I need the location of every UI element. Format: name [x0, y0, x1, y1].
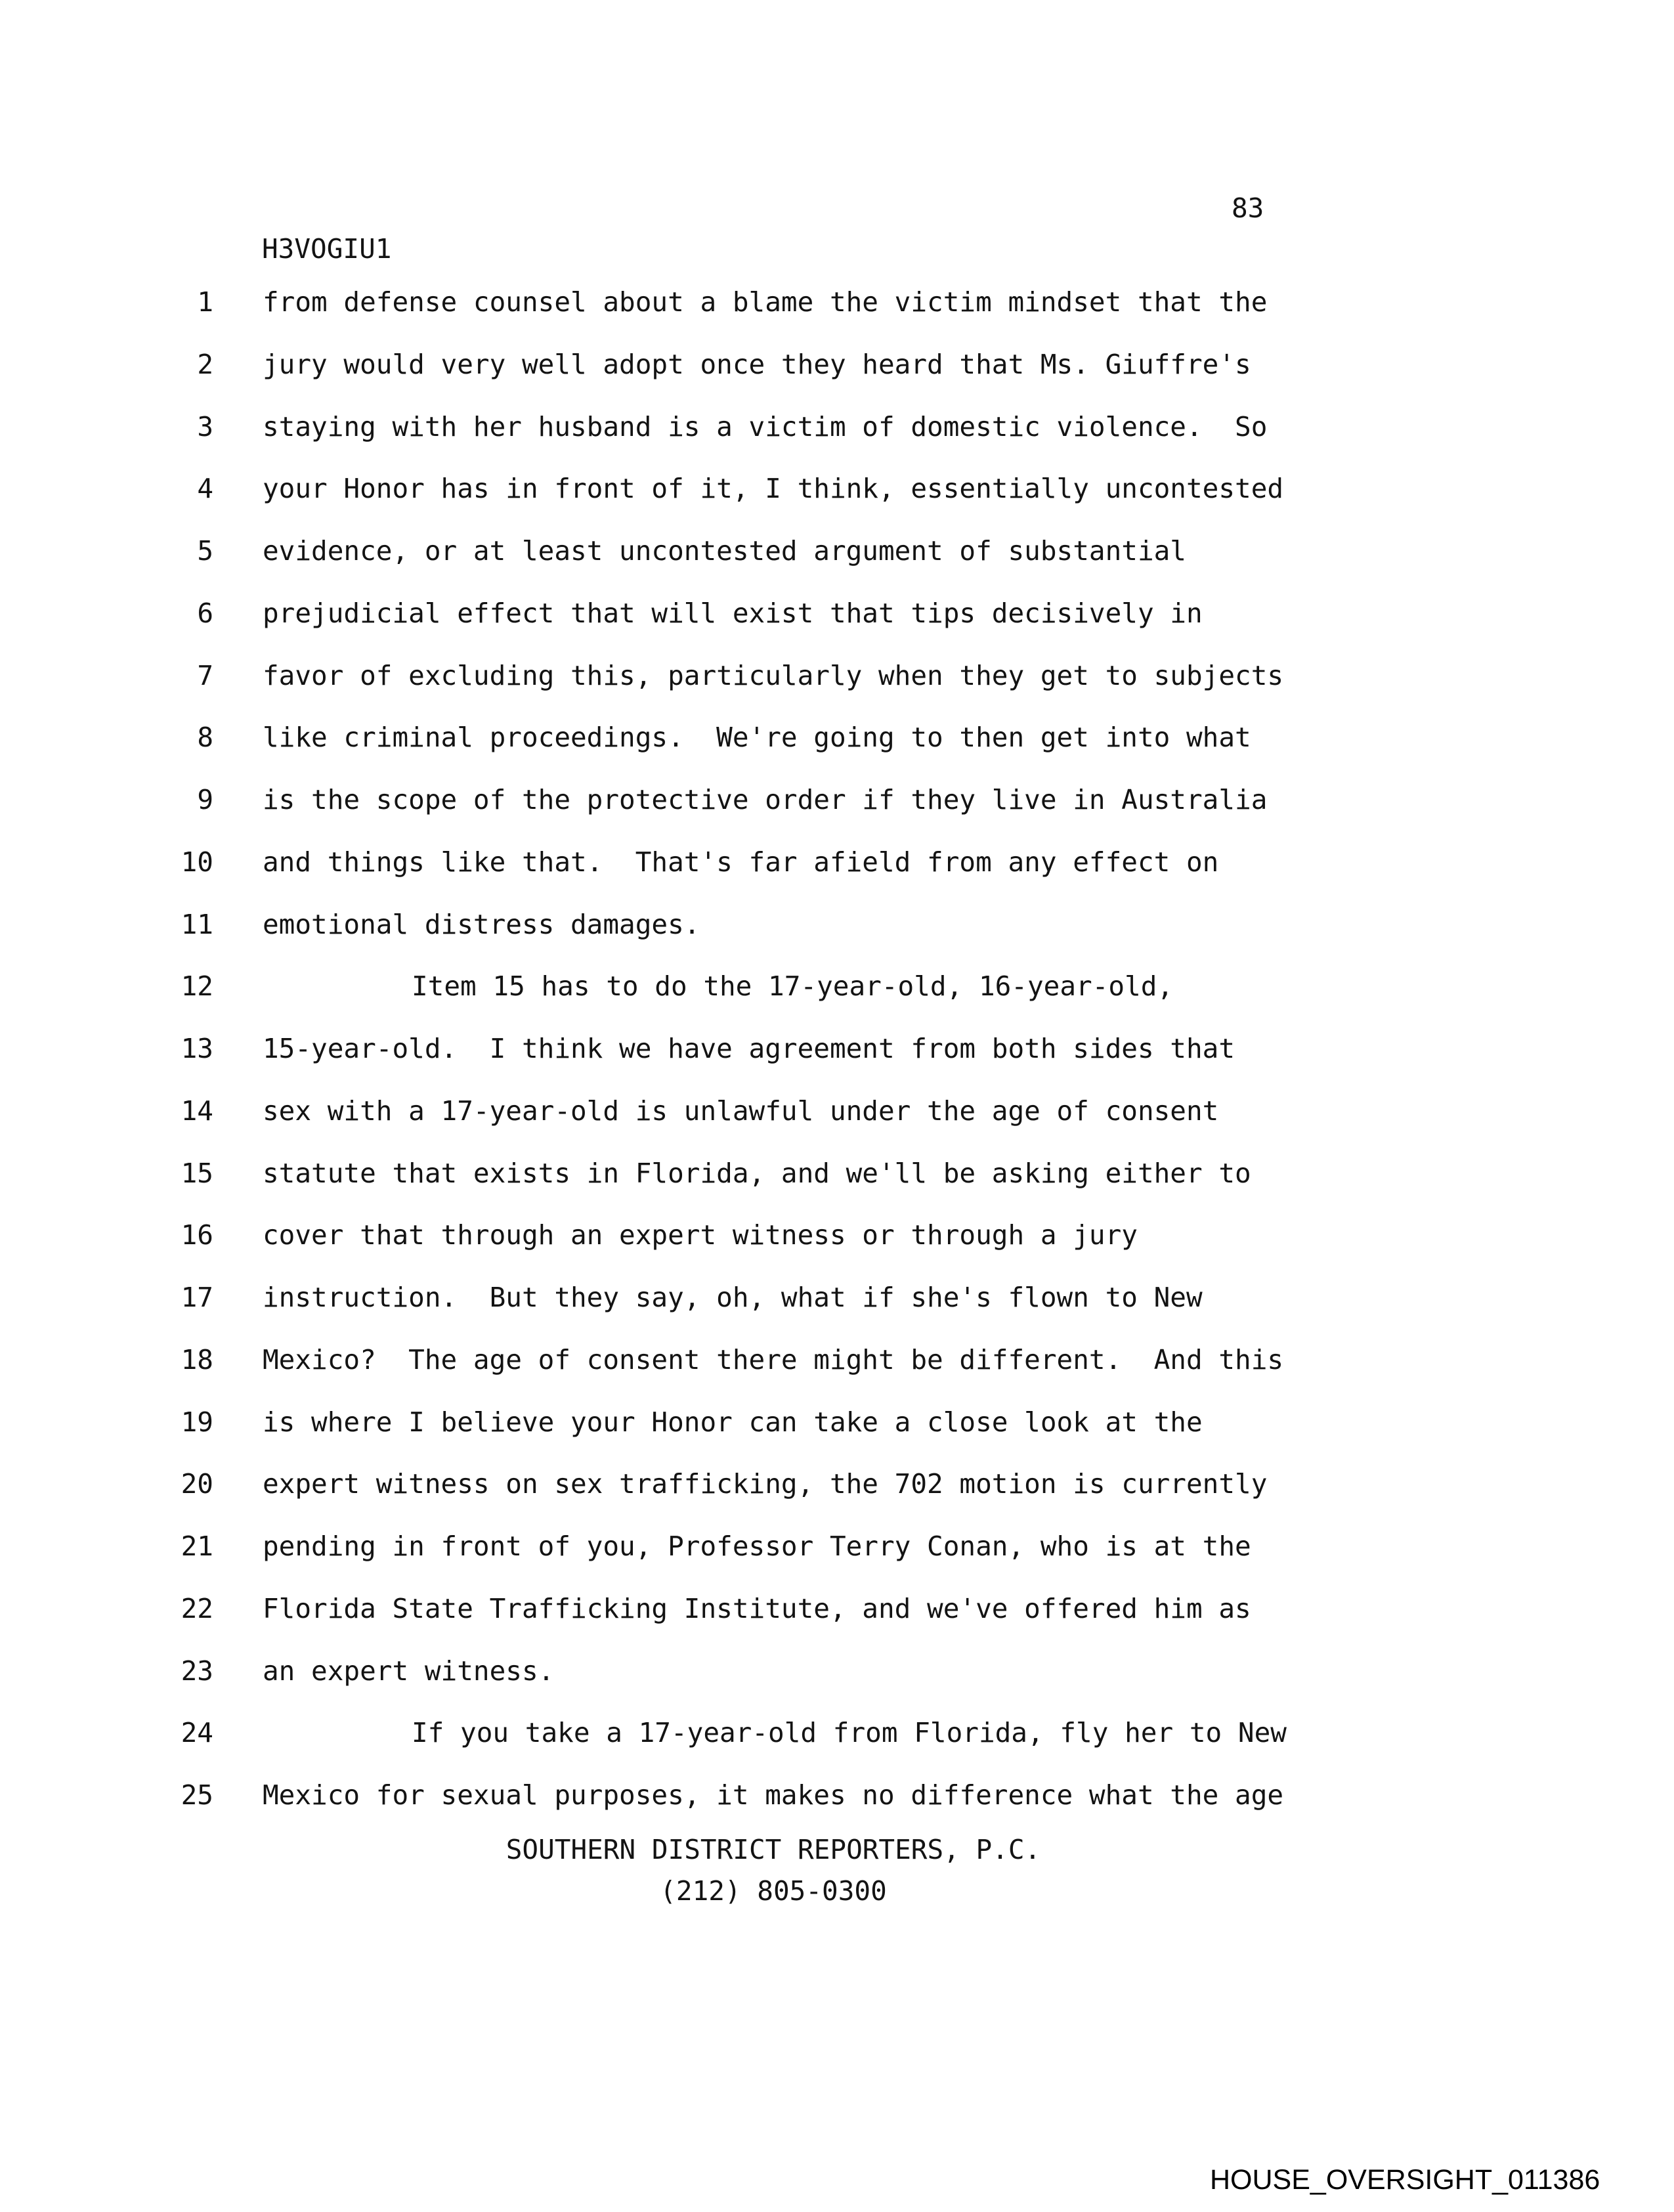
line-text: from defense counsel about a blame the victim mindset that the — [263, 286, 1268, 318]
transcript-line — [0, 1033, 1674, 1064]
line-number: 6 — [197, 597, 213, 629]
line-number: 1 — [197, 286, 213, 318]
line-number: 18 — [181, 1343, 213, 1376]
line-text: expert witness on sex trafficking, the 702 motion is currently — [263, 1468, 1268, 1500]
transcript-line — [0, 286, 1674, 318]
line-number: 24 — [181, 1717, 213, 1749]
transcript-line — [0, 909, 1674, 940]
line-number: 12 — [181, 970, 213, 1003]
line-number: 22 — [181, 1592, 213, 1624]
transcript-line — [0, 535, 1674, 567]
line-text: emotional distress damages. — [263, 908, 700, 940]
transcript-line — [0, 1655, 1674, 1687]
transcript-line — [0, 1406, 1674, 1438]
line-text: 15-year-old. I think we have agreement from both sides that — [263, 1033, 1235, 1064]
line-text: prejudicial effect that will exist that tips decisively in — [263, 597, 1203, 629]
transcript-line — [0, 349, 1674, 380]
line-number: 9 — [197, 784, 213, 815]
line-text: sex with a 17-year-old is unlawful under the age of consent — [263, 1095, 1219, 1127]
line-number: 4 — [197, 473, 213, 505]
page-number: 83 — [1232, 192, 1264, 224]
line-text: is where I believe your Honor can take a close look at the — [263, 1406, 1203, 1438]
transcript-line — [0, 1779, 1674, 1811]
line-number: 7 — [197, 659, 213, 691]
transcript-line — [0, 1219, 1674, 1251]
line-text: like criminal proceedings. We're going to then get into what — [263, 722, 1251, 754]
transcript-line — [0, 722, 1674, 753]
line-number: 8 — [197, 722, 213, 754]
line-number: 2 — [197, 348, 213, 380]
transcript-line — [0, 970, 1674, 1002]
footer-phone: (212) 805-0300 — [660, 1875, 887, 1907]
transcript-line — [0, 1282, 1674, 1313]
line-number: 23 — [181, 1655, 213, 1687]
line-text: and things like that. That's far afield from any effect on — [263, 846, 1219, 878]
line-text: an expert witness. — [263, 1655, 555, 1687]
line-text: Florida State Trafficking Institute, and we've offered him as — [263, 1592, 1251, 1624]
transcript-line — [0, 597, 1674, 629]
line-number: 16 — [181, 1219, 213, 1251]
line-number: 11 — [181, 908, 213, 940]
transcript-line — [0, 1344, 1674, 1376]
bates-stamp: HOUSE_OVERSIGHT_011386 — [1210, 2164, 1600, 2196]
transcript-line — [0, 1158, 1674, 1189]
line-text: statute that exists in Florida, and we'll be asking either to — [263, 1157, 1251, 1189]
line-text: staying with her husband is a victim of domestic violence. So — [263, 410, 1268, 443]
line-text: Mexico? The age of consent there might be different. And this — [263, 1343, 1284, 1376]
transcript-line — [0, 660, 1674, 691]
line-number: 17 — [181, 1282, 213, 1313]
line-number: 3 — [197, 410, 213, 443]
transcript-line — [0, 784, 1674, 815]
transcript-line — [0, 1468, 1674, 1500]
transcript-line — [0, 1530, 1674, 1562]
transcript-line — [0, 1717, 1674, 1748]
line-text: instruction. But they say, oh, what if she's flown to New — [263, 1282, 1203, 1313]
line-text: Item 15 has to do the 17-year-old, 16-year-old, — [412, 970, 1174, 1003]
transcript-line — [0, 1095, 1674, 1127]
transcript-line — [0, 411, 1674, 443]
line-number: 15 — [181, 1157, 213, 1189]
transcript-line — [0, 846, 1674, 878]
transcript-line — [0, 473, 1674, 504]
line-number: 5 — [197, 535, 213, 567]
line-number: 20 — [181, 1468, 213, 1500]
transcript-id: H3VOGIU1 — [262, 233, 392, 265]
transcript-line — [0, 1593, 1674, 1624]
line-text: favor of excluding this, particularly when they get to subjects — [263, 659, 1284, 691]
line-text: jury would very well adopt once they heard that Ms. Giuffre's — [263, 348, 1251, 380]
line-number: 13 — [181, 1033, 213, 1064]
line-text: If you take a 17-year-old from Florida, fly her to New — [412, 1717, 1287, 1749]
line-text: is the scope of the protective order if they live in Australia — [263, 784, 1268, 815]
line-text: evidence, or at least uncontested argument of substantial — [263, 535, 1186, 567]
line-number: 21 — [181, 1530, 213, 1562]
line-number: 25 — [181, 1779, 213, 1811]
line-number: 14 — [181, 1095, 213, 1127]
line-text: Mexico for sexual purposes, it makes no difference what the age — [263, 1779, 1284, 1811]
line-text: pending in front of you, Professor Terry Conan, who is at the — [263, 1530, 1251, 1562]
line-text: cover that through an expert witness or through a jury — [263, 1219, 1138, 1251]
footer-firm: SOUTHERN DISTRICT REPORTERS, P.C. — [505, 1834, 1041, 1865]
line-number: 10 — [181, 846, 213, 878]
line-text: your Honor has in front of it, I think, essentially uncontested — [263, 473, 1284, 505]
line-number: 19 — [181, 1406, 213, 1438]
